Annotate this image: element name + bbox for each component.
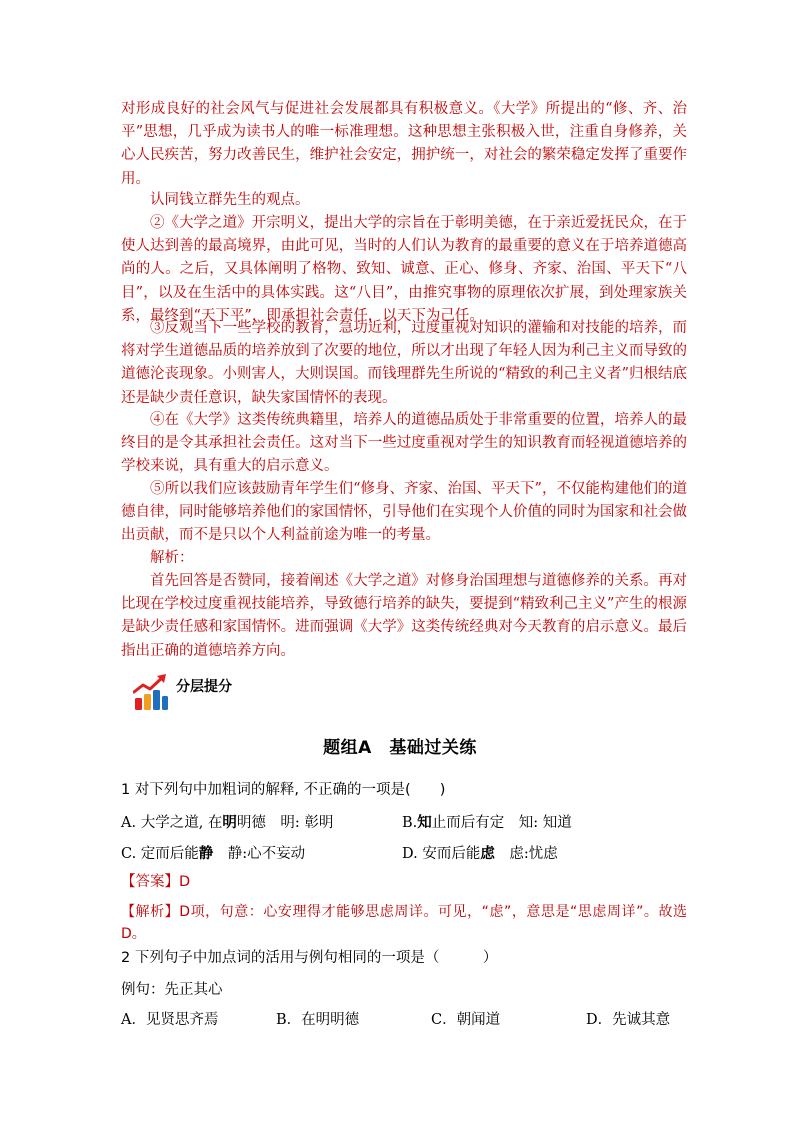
question-2-option-c: C．朝闻道 (431, 1012, 501, 1028)
group-title: 题组A 基础过关练 (323, 738, 477, 758)
answer-paragraph-4: ③反观当下一些学校的教育，急功近利，过度重视对知识的灌输和对技能的培养，而将对学生道德品质的培养放到了次要的地位，所以才出现了年轻人因为利己主义而导致的道德沦丧现象。小则害人，大则误国。而钱理群先生所说的“精致的利己主义者”归根结底还是缺少责任意识，缺失家国情怀的表现。 (121, 320, 687, 406)
option-b-suffix: 止而后有定 知: 知道 (431, 815, 572, 831)
option-d-suffix: 虑:忧虑 (494, 846, 558, 862)
option-d-bold-word: 虑 (480, 845, 495, 862)
option-a-bold-word: 明 (222, 814, 237, 831)
analysis-tag: 【解析】 (121, 904, 180, 920)
option-b-prefix: B. (402, 815, 418, 831)
option-d-prefix: D. 安而后能 (402, 846, 481, 862)
question-2-option-d: D．先诚其意 (586, 1012, 671, 1028)
question-1-stem: 1 对下列句中加粗词的解释, 不正确的一项是( ) (121, 782, 446, 798)
analysis-text: D项，句意：心安理得才能够思虑周详。可见，“虑”，意思是“思虑周详”。故选D。 (121, 904, 688, 942)
question-2-example: 例句：先正其心 (121, 982, 223, 998)
option-c-suffix: 静:心不妄动 (213, 846, 306, 862)
question-2-option-b: B．在明明德 (276, 1012, 360, 1028)
section-label: 分层提分 (176, 679, 232, 695)
option-b-bold-word: 知 (417, 814, 432, 831)
question-1-option-a (121, 811, 333, 832)
answer-paragraph-6: ⑤所以我们应该鼓励青年学生们“修身、齐家、治国、平天下”，不仅能构建他们的道德自律，同时能够培养他们的家国情怀，引导他们在实现个人价值的同时为国家和社会做出贡献，而不是只以个人利益前途为唯一的考量。 (121, 481, 687, 544)
question-1-option-c (121, 842, 305, 863)
question-2-stem: 2 下列句子中加点词的活用与例句相同的一项是（ ） (121, 950, 498, 966)
option-a-prefix: A. 大学之道, 在 (121, 815, 223, 831)
answer-tag: 【答案】 (121, 874, 179, 890)
question-2-option-a: A．见贤思齐焉 (121, 1012, 219, 1028)
answer-value: D (179, 874, 191, 890)
analysis-label: 解析： (150, 550, 194, 566)
question-1-analysis (121, 901, 687, 945)
option-c-bold-word: 静 (198, 845, 214, 862)
option-c-prefix: C. 定而后能 (121, 846, 199, 862)
analysis-paragraph: 首先回答是否赞同，接着阐述《大学之道》对修身治国理想与道德修养的关系。再对比现在学校过度重视技能培养，导致德行培养的缺失，要提到“精致利己主义”产生的根源是缺少责任感和家国情怀。进而强调《大学》这类传统经典对今天教育的启示意义。最后指出正确的道德培养方向。 (121, 573, 687, 659)
question-1-option-d (402, 842, 558, 863)
answer-paragraph-3: ②《大学之道》开宗明义，提出大学的宗旨在于彰明美德，在于亲近爱抚民众，在于使人达到善的最高境界，由此可见，当时的人们认为教育的最重要的意义在于培养道德高尚的人。之后，又具体阐明了格物、致知、诚意、正心、修身、齐家、治国、平天下“八目”，以及在生活中的具体实践。这“八目”，由推究事物的原理依次扩展，到处理家族关系，最终到“天下平”，即承担社会责任，以天下为己任。 (121, 215, 687, 324)
bar-chart-trend-icon (133, 672, 169, 712)
question-1-option-b (402, 811, 572, 832)
answer-paragraph-1: 对形成良好的社会风气与促进社会发展都具有积极意义。《大学》所提出的“修、齐、治平”思想，几乎成为读书人的唯一标准理想。这种思想主张积极入世，注重自身修养，关心人民疾苦，努力改善民生，维护社会安定，拥护统一，对社会的繁荣稳定发挥了重要作用。 (121, 101, 687, 187)
answer-paragraph-2: 认同钱立群先生的观点。 (150, 192, 310, 208)
question-1-answer (121, 872, 190, 892)
answer-paragraph-5: ④在《大学》这类传统典籍里，培养人的道德品质处于非常重要的位置，培养人的最终目的是令其承担社会责任。这对当下一些过度重视对学生的知识教育而轻视道德培养的学校来说，具有重大的启示意义。 (121, 412, 687, 475)
option-a-suffix: 明德 明: 彰明 (236, 815, 334, 831)
